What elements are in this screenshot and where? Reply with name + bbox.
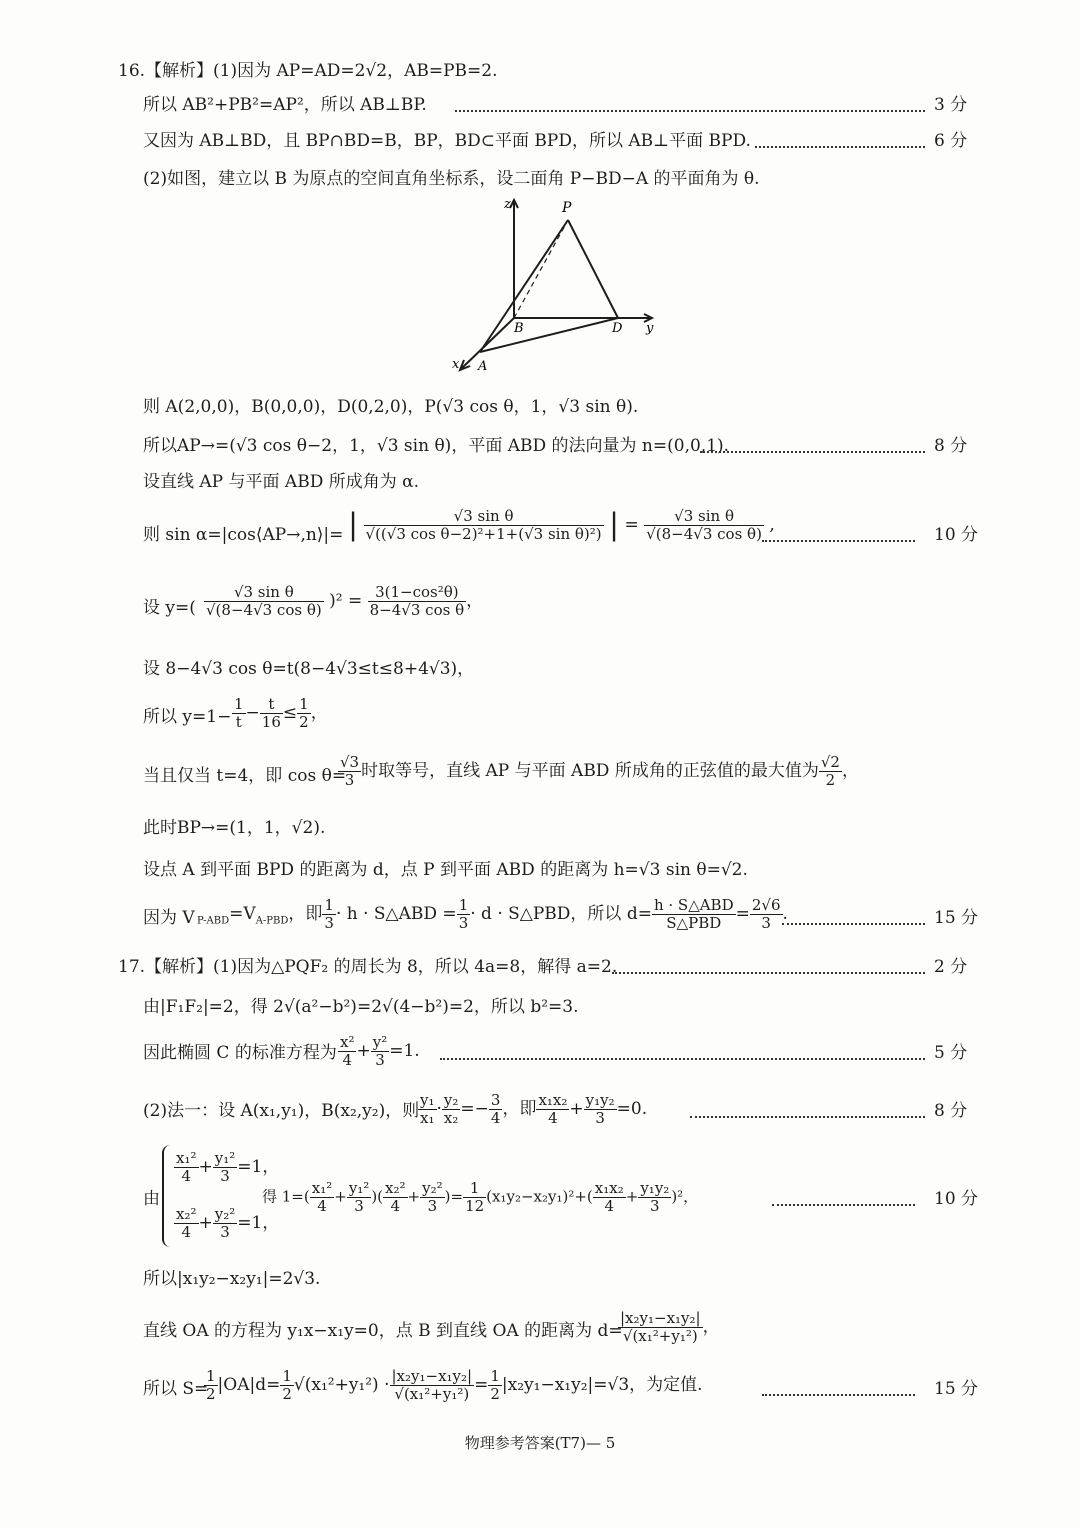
text-seg: P-ABD — [197, 915, 230, 927]
frac-den: 4 — [604, 1197, 615, 1215]
frac-den: 2 — [490, 1385, 500, 1403]
leader-dots — [762, 1394, 915, 1396]
axis-x-label: x — [452, 357, 460, 372]
frac-den: 16 — [261, 713, 281, 731]
text-seg: =− — [460, 1099, 489, 1119]
frac-num: x² — [340, 1033, 355, 1051]
text-seg: + — [356, 1041, 371, 1061]
frac-num: y₂² — [422, 1179, 443, 1197]
frac-num: h · S△ABD — [653, 896, 734, 914]
score-mark: 15 分 — [934, 908, 979, 928]
text-seg: = — [735, 904, 750, 924]
frac-den: 4 — [490, 1109, 501, 1127]
text-line: 设 8−4√3 cos θ=t(8−4√3≤t≤8+4√3)， — [143, 659, 475, 679]
score-mark: 2 分 — [934, 957, 968, 977]
frac-den: 2 — [825, 771, 836, 789]
y-bound — [232, 696, 328, 731]
frac-den: S△PBD — [666, 914, 722, 932]
text-seg: =1， — [237, 1213, 280, 1233]
frac-den: 4 — [548, 1109, 558, 1127]
text-line: 此时BP→=(1，1，√2). — [143, 818, 326, 838]
text-seg: 时取等号，直线 AP 与平面 ABD 所成角的正弦值的最大值为 — [361, 761, 819, 781]
frac-den: 3 — [324, 914, 334, 932]
point-a-label: A — [478, 359, 488, 374]
frac-num: |x₂y₁−x₁y₂| — [620, 1309, 701, 1327]
frac-num: x₂² — [176, 1205, 197, 1223]
frac-num: √3 sin θ — [364, 508, 604, 526]
text-line: 因为 V — [143, 908, 195, 928]
frac-den: 4 — [390, 1197, 401, 1215]
text-seg: + — [569, 1099, 584, 1119]
score-mark: 8 分 — [934, 1101, 968, 1121]
frac-num: y₂² — [214, 1205, 236, 1223]
text-seg: A-PBD — [255, 915, 289, 927]
system-row-2: $\frac{\text{x₂²}}{4}$ + $\frac{\text{y₂²}}{3}$ =1， — [176, 1205, 280, 1241]
text-seg: = — [474, 1375, 489, 1395]
text-line: 则 A(2,0,0)，B(0,0,0)，D(0,2,0)，P(√3 cos θ，1，√3 sin θ). — [143, 397, 639, 417]
text-seg: =1， — [237, 1157, 280, 1177]
frac-num: 3 — [490, 1091, 501, 1109]
frac-den: x₁ — [420, 1109, 435, 1127]
frac-den: √(8−4√3 cos θ) — [646, 525, 762, 543]
text-line: 所以 AB²+PB²=AP²，所以 AB⊥BP. — [143, 95, 427, 115]
frac-den: 12 — [465, 1197, 485, 1215]
frac-num: √3 sin θ — [204, 584, 324, 602]
frac-den: 4 — [342, 1051, 353, 1069]
text-seg: · h · S△ABD = — [335, 904, 457, 924]
text-line: 所以AP→=(√3 cos θ−2，1，√3 sin θ)，平面 ABD 的法向量为 n=(0,0,1). — [143, 436, 730, 456]
text-seg: ， — [310, 703, 328, 723]
frac-num: y₁² — [214, 1149, 236, 1167]
frac-num: y² — [372, 1033, 388, 1051]
text-seg: − — [245, 703, 260, 723]
leader-dots — [700, 451, 925, 453]
frac-den: t — [235, 713, 242, 731]
frac-num: 1 — [282, 1367, 292, 1385]
frac-num: 1 — [458, 896, 469, 914]
text-seg: |OA|d= — [217, 1375, 281, 1395]
text-seg: 得 1=( — [262, 1187, 310, 1206]
leader-dots — [762, 540, 915, 542]
leader-dots — [772, 1204, 915, 1206]
text-line: 由 — [143, 1189, 160, 1209]
frac-den: 3 — [595, 1109, 605, 1127]
score-mark: 3 分 — [934, 95, 968, 115]
text-line: 设 y=( — [143, 598, 196, 618]
frac-num: |x₂y₁−x₁y₂| — [391, 1367, 473, 1385]
system-row-1: $\frac{\text{x₁²}}{4}$ + $\frac{\text{y₁²}}{3}$ =1， — [176, 1149, 280, 1185]
text-seg: · d · S△PBD，所以 d= — [470, 904, 652, 924]
text-seg: · — [436, 1099, 442, 1119]
frac-den: 3 — [220, 1223, 230, 1241]
frac-den: 3 — [427, 1197, 438, 1215]
frac-den: 2 — [299, 713, 309, 731]
frac-den: 3 — [375, 1051, 385, 1069]
text-seg: )( — [371, 1187, 384, 1206]
leader-dots — [440, 1058, 925, 1060]
text-line: 16.【解析】(1)因为 AP=AD=2√2，AB=PB=2. — [118, 61, 498, 81]
frac-num: t — [260, 696, 283, 714]
frac-den: 3 — [354, 1197, 364, 1215]
text-seg: ≤ — [282, 703, 298, 723]
frac-den: √(8−4√3 cos θ) — [206, 601, 322, 619]
frac-num: y₁² — [348, 1179, 370, 1197]
score-mark: 6 分 — [934, 131, 968, 151]
text-seg: =0. — [616, 1099, 648, 1119]
text-line: 17.【解析】(1)因为△PQF₂ 的周长为 8，所以 4a=8，解得 a=2. — [118, 957, 618, 977]
text-line: 直线 OA 的方程为 y₁x−x₁y=0，点 B 到直线 OA 的距离为 d= — [143, 1321, 623, 1341]
text-seg: + — [407, 1187, 421, 1206]
text-seg: )² = — [329, 591, 363, 611]
frac-num: x₁² — [311, 1179, 333, 1197]
frac-num: √2 — [820, 753, 840, 771]
frac-den: 3 — [761, 914, 771, 932]
text-seg: √(x₁²+y₁²) · — [293, 1375, 390, 1395]
text-line: (2)如图，建立以 B 为原点的空间直角坐标系，设二面角 P−BD−A 的平面角为 θ. — [143, 169, 760, 189]
frac-num: x₁x₂ — [538, 1091, 568, 1109]
text-line: 因此椭圆 C 的标准方程为 — [143, 1043, 337, 1063]
area-formula — [204, 1368, 703, 1403]
y-definition: $\frac{\text{√3 sin θ}}{\text{√(8−4√3 cos θ)}}$ )² = $\frac{\text{3(1−cos²θ)}}{\text{8−4√3 cos θ}}$ ， — [206, 583, 484, 619]
text-seg: )= — [444, 1187, 464, 1206]
frac-num: x₁x₂ — [594, 1179, 624, 1197]
distance-formula — [618, 1310, 720, 1345]
text-seg: =V — [229, 904, 256, 924]
text-seg: ， — [702, 1317, 720, 1337]
text-seg: (x₁y₂−x₂y₁)²+( — [486, 1187, 593, 1206]
axis-z-label: z — [504, 197, 511, 212]
text-seg: |x₂y₁−x₁y₂|=√3，为定值. — [501, 1375, 703, 1395]
frac-den: √(x₁²+y₁²) — [622, 1327, 698, 1345]
point-b-label: B — [514, 321, 524, 336]
leader-dots — [755, 146, 925, 148]
frac-num: y₁y₂ — [585, 1091, 615, 1109]
score-mark: 10 分 — [934, 1189, 979, 1209]
frac-num: 1 — [234, 695, 244, 713]
system-brace — [162, 1145, 174, 1247]
frac-den: 4 — [181, 1223, 192, 1241]
point-p-label: P — [562, 200, 572, 216]
sin-frac: | $\frac{\text{√3 sin θ}}{\text{√((√3 cos θ−2)²+1+(√3 sin θ)²)}}$ | = $\frac{\text{√3 sin θ}}{\text{√(8−4√3 cos θ)}}$ , — [348, 507, 775, 543]
frac-den: 3 — [650, 1197, 660, 1215]
text-seg: + — [334, 1187, 347, 1206]
frac-den: 4 — [317, 1197, 327, 1215]
frac-num: 1 — [206, 1367, 216, 1385]
frac-num: x₂² — [385, 1179, 406, 1197]
text-seg: )²， — [671, 1187, 699, 1206]
text-seg: + — [625, 1187, 639, 1206]
frac-num: √3 sin θ — [644, 508, 764, 526]
frac-den: 3 — [220, 1167, 230, 1185]
text-seg: ，即 — [502, 1099, 537, 1119]
text-line: 当且仅当 t=4，即 cos θ= — [143, 766, 347, 786]
leader-dots — [612, 972, 925, 974]
frac-num: √3 — [340, 753, 360, 771]
frac-den: 4 — [181, 1167, 192, 1185]
text-seg: =1. — [389, 1041, 420, 1061]
score-mark: 5 分 — [934, 1043, 968, 1063]
identity-expansion — [262, 1180, 698, 1215]
frac-num: y₁ — [420, 1091, 435, 1109]
frac-den: 3 — [458, 914, 469, 932]
equality-condition — [338, 754, 859, 789]
frac-num: x₁² — [176, 1149, 197, 1167]
frac-den: 8−4√3 cos θ — [369, 601, 465, 619]
text-line: 所以 S= — [143, 1379, 209, 1399]
coordinate-diagram — [450, 192, 670, 382]
page-footer: 物理参考答案(T7)— 5 — [464, 1434, 616, 1452]
frac-num: 1 — [324, 896, 334, 914]
text-seg: . — [782, 904, 788, 924]
axis-y-label: y — [646, 321, 654, 336]
frac-den: x₂ — [443, 1109, 459, 1127]
frac-num: 1 — [490, 1367, 500, 1385]
text-line: 所以 y=1− — [143, 707, 232, 727]
leader-dots — [690, 1116, 925, 1118]
frac-num: y₂ — [443, 1091, 459, 1109]
slope-product — [418, 1092, 647, 1127]
text-line: (2)法一：设 A(x₁,y₁)，B(x₂,y₂)，则 — [143, 1101, 420, 1121]
text-seg: ， — [841, 761, 859, 781]
score-mark: 8 分 — [934, 436, 968, 456]
text-line: 所以|x₁y₂−x₂y₁|=2√3. — [143, 1269, 321, 1289]
text-line: 又因为 AB⊥BD，且 BP∩BD=B，BP，BD⊂平面 BPD，所以 AB⊥平面 BPD. — [143, 131, 751, 151]
leader-dots — [455, 110, 925, 112]
text-line: 则 sin α=|cos⟨AP→,n⟩|= — [143, 525, 344, 545]
score-mark: 10 分 — [934, 525, 979, 545]
score-mark: 15 分 — [934, 1379, 979, 1399]
text-line: 设点 A 到平面 BPD 的距离为 d，点 P 到平面 ABD 的距离为 h=√3 sin θ=√2. — [143, 860, 748, 880]
frac-num: y₁y₂ — [640, 1179, 670, 1197]
text-line: 设直线 AP 与平面 ABD 所成角为 α. — [143, 472, 420, 492]
frac-den: 3 — [344, 771, 355, 789]
frac-num: 1 — [463, 1180, 486, 1198]
volume-equation — [197, 897, 788, 934]
ellipse-equation — [338, 1034, 420, 1069]
frac-den: 2 — [206, 1385, 216, 1403]
point-d-label: D — [612, 321, 623, 336]
text-line: 由|F₁F₂|=2，得 2√(a²−b²)=2√(4−b²)=2，所以 b²=3. — [143, 997, 579, 1017]
frac-num: 2√6 — [751, 896, 781, 914]
leader-dots — [782, 923, 925, 925]
frac-num: 3(1−cos²θ) — [368, 584, 466, 602]
frac-den: 2 — [282, 1385, 292, 1403]
frac-den: √(x₁²+y₁²) — [394, 1385, 470, 1403]
text-seg: ，即 — [288, 904, 323, 924]
frac-num: 1 — [299, 695, 309, 713]
frac-den: √((√3 cos θ−2)²+1+(√3 sin θ)²) — [365, 525, 602, 543]
